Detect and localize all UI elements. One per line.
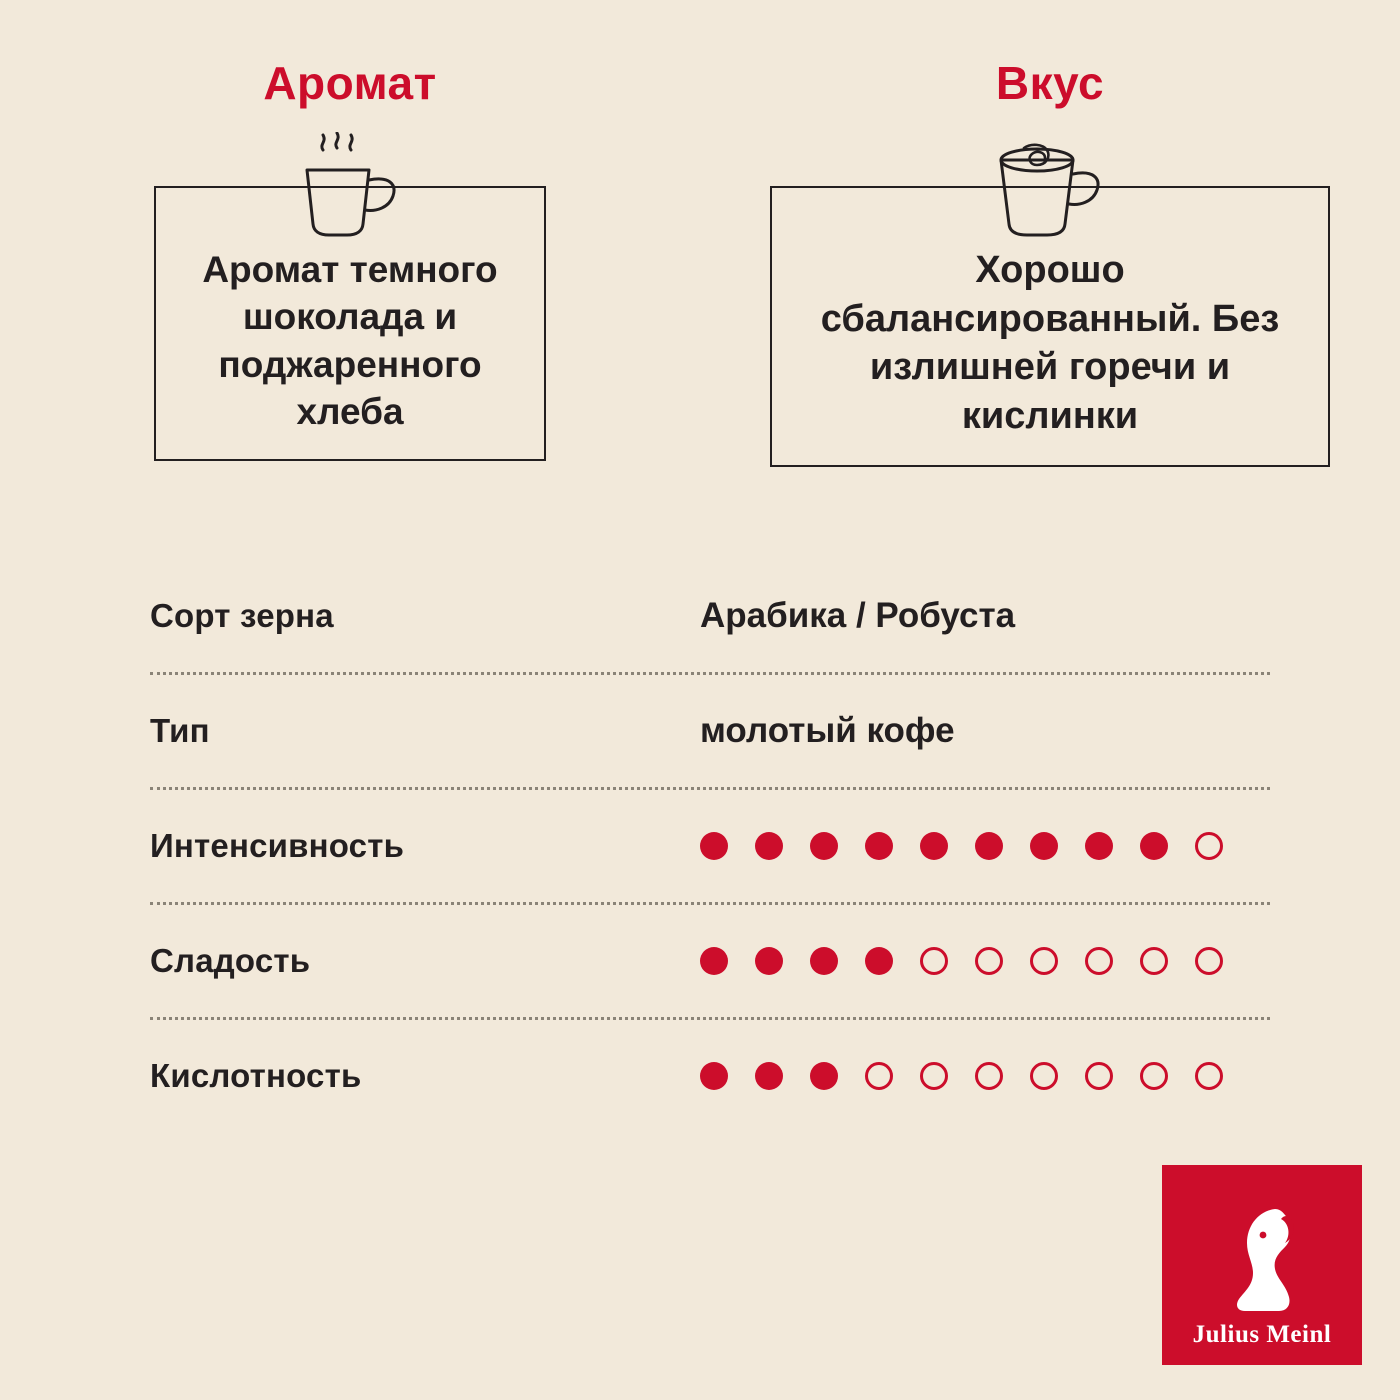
spec-label-type: Тип — [150, 712, 210, 749]
rating-dot-filled — [975, 832, 1003, 860]
rating-acidity — [700, 1062, 1223, 1090]
moor-head-icon — [1219, 1205, 1305, 1317]
panels-row — [0, 57, 1400, 467]
rating-dot-empty — [1195, 947, 1223, 975]
rating-dot-filled — [755, 1062, 783, 1090]
aroma-panel — [0, 57, 700, 467]
rating-dot-empty — [1085, 947, 1113, 975]
spec-label-sweetness: Сладость — [150, 942, 311, 979]
rating-dot-empty — [1085, 1062, 1113, 1090]
rating-dot-empty — [975, 947, 1003, 975]
rating-dot-filled — [810, 832, 838, 860]
table-row — [150, 560, 1270, 672]
rating-dot-empty — [1195, 832, 1223, 860]
aroma-description-text: Аромат темного шоколада и поджаренного хлеба — [202, 249, 498, 433]
rating-dot-filled — [865, 832, 893, 860]
rating-dot-empty — [1140, 947, 1168, 975]
rating-dot-filled — [1030, 832, 1058, 860]
taste-panel-title: Вкус — [995, 57, 1105, 109]
rating-dot-filled — [865, 947, 893, 975]
rating-dot-empty — [975, 1062, 1003, 1090]
rating-dot-empty — [1030, 947, 1058, 975]
rating-dot-filled — [810, 947, 838, 975]
table-row — [150, 905, 1270, 1017]
rating-dot-filled — [700, 947, 728, 975]
table-row — [150, 790, 1270, 902]
rating-dot-filled — [1140, 832, 1168, 860]
table-row — [150, 1020, 1270, 1132]
rating-dot-filled — [755, 947, 783, 975]
aroma-panel-title: Аромат — [263, 57, 437, 109]
taste-panel — [700, 57, 1400, 467]
taste-description-text: Хорошо сбалансированный. Без излишней горечи и кислинки — [820, 249, 1280, 437]
rating-dot-filled — [700, 832, 728, 860]
rating-dot-empty — [1030, 1062, 1058, 1090]
table-row — [150, 675, 1270, 787]
spec-value-type: молотый кофе — [700, 711, 955, 750]
spec-label-bean-variety: Сорт зерна — [150, 597, 334, 634]
rating-dot-empty — [1140, 1062, 1168, 1090]
logo-wordmark: Julius Meinl — [1192, 1321, 1332, 1348]
spec-value-bean-variety: Арабика / Робуста — [700, 596, 1016, 635]
rating-dot-empty — [920, 947, 948, 975]
spec-label-intensity: Интенсивность — [150, 827, 405, 864]
rating-dot-filled — [1085, 832, 1113, 860]
spec-label-acidity: Кислотность — [150, 1057, 362, 1094]
spec-table — [150, 560, 1270, 1132]
rating-dot-empty — [920, 1062, 948, 1090]
rating-dot-empty — [1195, 1062, 1223, 1090]
latte-art-cup-icon — [985, 132, 1115, 242]
rating-dot-filled — [920, 832, 948, 860]
rating-dot-filled — [755, 832, 783, 860]
rating-dot-empty — [865, 1062, 893, 1090]
steaming-cup-icon — [285, 132, 415, 242]
rating-intensity — [700, 832, 1223, 860]
rating-dot-filled — [810, 1062, 838, 1090]
rating-sweetness — [700, 947, 1223, 975]
brand-logo — [1162, 1165, 1362, 1365]
rating-dot-filled — [700, 1062, 728, 1090]
